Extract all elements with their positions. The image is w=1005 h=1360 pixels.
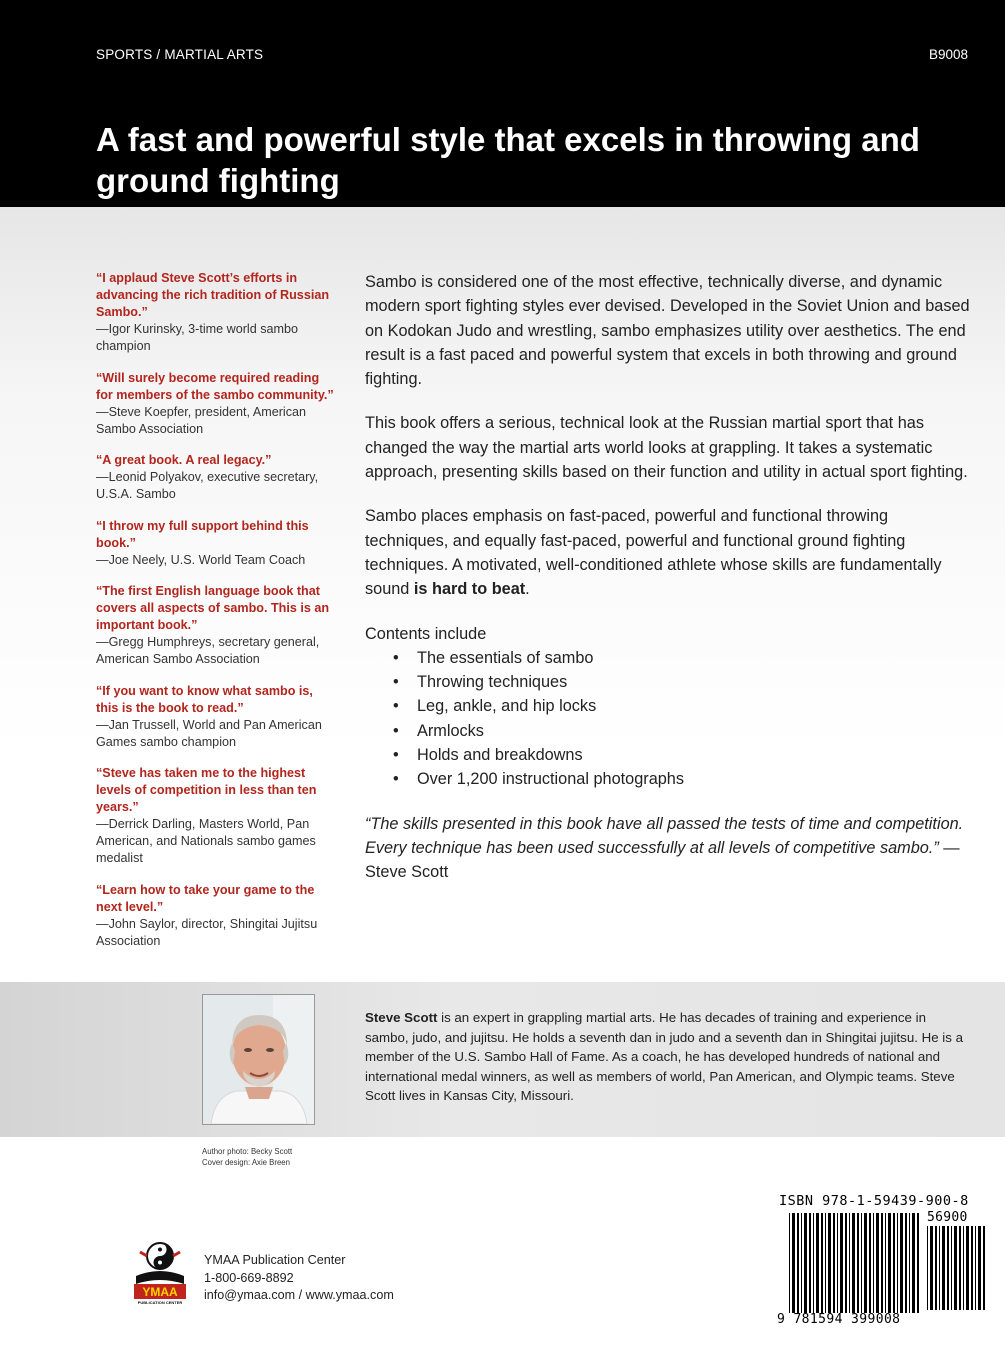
barcode-bar bbox=[917, 1213, 919, 1313]
publisher-phone: 1-800-669-8892 bbox=[204, 1270, 294, 1285]
product-code: B9008 bbox=[928, 47, 968, 62]
ymaa-logo-icon bbox=[130, 1240, 190, 1306]
barcode-bar bbox=[954, 1226, 957, 1310]
price-barcode bbox=[927, 1226, 985, 1310]
description-paragraph-3 bbox=[365, 504, 975, 601]
author-bio-text: is an expert in grappling martial arts. He has decades of training and experience in sambo, judo, and jujitsu. He holds a seventh dan in judo and a seventh dan in Shingitai jujitsu. He is a member of the U.S. Sambo Hall of Fame. As a coach, he has developed hundreds of national and international medal winners, as well as members of world, Pan American, and Olympic teams. Steve Scott lives in Kansas City, Missouri. bbox=[365, 1010, 964, 1103]
p3-emphasis: is hard to beat bbox=[413, 580, 526, 599]
endorsement-attribution: —Jan Trussell, World and Pan American Games sambo champion bbox=[96, 717, 322, 749]
barcode-bar bbox=[828, 1213, 831, 1313]
barcode-bar bbox=[821, 1213, 823, 1313]
endorsement bbox=[96, 583, 336, 668]
list-item: • Holds and breakdowns bbox=[393, 743, 975, 767]
barcode-bar bbox=[930, 1226, 933, 1310]
barcode-bar bbox=[857, 1213, 859, 1313]
barcode-bar bbox=[905, 1213, 907, 1313]
isbn-barcode bbox=[789, 1213, 921, 1313]
endorsement-attribution: —Igor Kurinsky, 3-time world sambo champion bbox=[96, 322, 299, 353]
publisher-info bbox=[204, 1252, 394, 1305]
barcode-bar bbox=[939, 1226, 940, 1310]
endorsement bbox=[96, 765, 336, 867]
barcode-bar bbox=[971, 1226, 973, 1310]
barcode-bar bbox=[809, 1213, 811, 1313]
p3-text: Sambo places emphasis on fast-paced, powerful and functional throwing techniques, and equally fast-paced, powerful and functional ground fighting techniques. A motivated, well-conditioned athlete whose skills are fundamentally sound bbox=[365, 507, 942, 599]
barcode-bar bbox=[963, 1226, 964, 1310]
endorsements-column bbox=[96, 270, 336, 964]
barcode-bar bbox=[845, 1213, 847, 1313]
endorsement bbox=[96, 882, 336, 950]
logo-wordmark: YMAA bbox=[142, 1285, 178, 1299]
contents-label: Contents include bbox=[365, 624, 487, 643]
header-band bbox=[0, 0, 1005, 207]
barcode-bar bbox=[852, 1213, 855, 1313]
endorsement-quote: “I applaud Steve Scott’s efforts in advancing the rich tradition of Russian Sambo.” bbox=[96, 271, 330, 319]
barcode-bar bbox=[881, 1213, 883, 1313]
barcode-bar bbox=[797, 1213, 799, 1313]
barcode-bar bbox=[873, 1213, 874, 1313]
description-paragraph-1: Sambo is considered one of the most effective, technically diverse, and dynamic modern sport fighting styles ever devised. Developed in the Soviet Union and based on Kodokan Judo and wrestling, sambo emphasizes utility over aesthetics. The end result is a fast paced and powerful system that excels in both throwing and ground fighting. bbox=[365, 273, 970, 389]
barcode-bar bbox=[816, 1213, 819, 1313]
endorsement-quote: “Steve has taken me to the highest levels of competition in less than ten years.” bbox=[96, 766, 317, 814]
description bbox=[365, 270, 975, 905]
endorsement-quote: “I throw my full support behind this book.” bbox=[96, 518, 309, 550]
list-item: • Throwing techniques bbox=[393, 670, 975, 694]
author-name: Steve Scott bbox=[365, 1010, 438, 1025]
barcode-bar bbox=[789, 1213, 790, 1313]
barcode-bar bbox=[825, 1213, 826, 1313]
author-bio bbox=[365, 1008, 965, 1106]
list-item: • Armlocks bbox=[393, 719, 975, 743]
closing-author: — Steve Scott bbox=[365, 838, 960, 882]
design-credit: Cover design: Axie Breen bbox=[202, 1158, 290, 1167]
category-label: SPORTS / MARTIAL ARTS bbox=[96, 47, 264, 62]
ean-number: 9 781594 399008 bbox=[777, 1312, 901, 1327]
closing-quote-block bbox=[365, 812, 975, 885]
endorsement-quote: “If you want to know what sambo is, this is the book to read.” bbox=[96, 683, 313, 715]
endorsement-quote: “Will surely become required reading for members of the sambo community.” bbox=[96, 370, 334, 402]
publisher-block bbox=[130, 1240, 430, 1310]
headline: A fast and powerful style that excels in throwing and ground fighting bbox=[96, 121, 920, 199]
photo-credit: Author photo: Becky Scott bbox=[202, 1147, 293, 1156]
endorsement-attribution: —Derrick Darling, Masters World, Pan American, and Nationals sambo games medalist bbox=[96, 817, 316, 865]
barcode-bar bbox=[935, 1226, 937, 1310]
barcode-bar bbox=[792, 1213, 795, 1313]
barcode-bar bbox=[885, 1213, 886, 1313]
barcode-bar bbox=[888, 1213, 891, 1313]
endorsement bbox=[96, 452, 336, 503]
barcode-bar bbox=[893, 1213, 895, 1313]
barcode-bar bbox=[983, 1226, 985, 1310]
barcode-block bbox=[775, 1193, 987, 1337]
publisher-contact: info@ymaa.com / www.ymaa.com bbox=[204, 1288, 394, 1302]
description-paragraph-2: This book offers a serious, technical look at the Russian martial sport that has changed the way the martial arts world looks at grappling. It takes a systematic approach, presenting skills based on their function and utility in actual sport fighting. bbox=[365, 414, 968, 482]
barcode-bar bbox=[876, 1213, 879, 1313]
barcode-bar bbox=[840, 1213, 843, 1313]
barcode-bar bbox=[837, 1213, 838, 1313]
endorsement bbox=[96, 370, 336, 438]
barcode-bar bbox=[951, 1226, 952, 1310]
list-item: • Leg, ankle, and hip locks bbox=[393, 694, 975, 718]
barcode-bar bbox=[909, 1213, 910, 1313]
barcode-bar bbox=[975, 1226, 976, 1310]
endorsement-attribution: —Steve Koepfer, president, American Sambo Association bbox=[96, 404, 307, 436]
endorsement bbox=[96, 518, 336, 569]
barcode-bar bbox=[927, 1226, 928, 1310]
endorsement bbox=[96, 270, 336, 355]
barcode-bar bbox=[861, 1213, 862, 1313]
endorsement bbox=[96, 683, 336, 751]
barcode-bar bbox=[869, 1213, 871, 1313]
author-photo bbox=[202, 994, 315, 1125]
barcode-bar bbox=[849, 1213, 850, 1313]
barcode-bar bbox=[978, 1226, 981, 1310]
barcode-bar bbox=[864, 1213, 867, 1313]
endorsement-attribution: —John Saylor, director, Shingitai Jujitsu Association bbox=[96, 916, 318, 948]
logo-subtitle: PUBLICATION CENTER bbox=[137, 1300, 183, 1305]
author-portrait-illustration bbox=[203, 995, 314, 1124]
barcode-bar bbox=[966, 1226, 969, 1310]
endorsement-quote: “A great book. A real legacy.” bbox=[96, 453, 272, 467]
barcode-bar bbox=[897, 1213, 898, 1313]
barcode-bar bbox=[942, 1226, 945, 1310]
price-code-text: 56900 bbox=[927, 1210, 968, 1225]
endorsement-attribution: —Joe Neely, U.S. World Team Coach bbox=[96, 552, 306, 567]
contents-list bbox=[365, 646, 975, 792]
barcode-bar bbox=[801, 1213, 802, 1313]
endorsement-attribution: —Leonid Polyakov, executive secretary, U.S.A. Sambo bbox=[96, 470, 319, 501]
credits bbox=[202, 1146, 292, 1168]
barcode-bar bbox=[947, 1226, 949, 1310]
closing-quote: “The skills presented in this book have all passed the tests of time and competition. Every technique has been used successfully at all levels of competitive sambo.” bbox=[365, 814, 964, 857]
publisher-name: YMAA Publication Center bbox=[204, 1253, 346, 1267]
p3-end: . bbox=[525, 580, 530, 599]
barcode-bar bbox=[833, 1213, 835, 1313]
barcode-bar bbox=[900, 1213, 903, 1313]
list-item: • Over 1,200 instructional photographs bbox=[393, 767, 975, 791]
list-item: • The essentials of sambo bbox=[393, 646, 975, 670]
endorsement-quote: “Learn how to take your game to the next level.” bbox=[96, 882, 315, 914]
barcode-bar bbox=[959, 1226, 961, 1310]
isbn-text: ISBN 978-1-59439-900-8 bbox=[779, 1193, 969, 1209]
barcode-bar bbox=[804, 1213, 807, 1313]
endorsement-quote: “The first English language book that covers all aspects of sambo. This is an important book.” bbox=[96, 584, 330, 632]
endorsement-attribution: —Gregg Humphreys, secretary general, American Sambo Association bbox=[96, 635, 320, 666]
barcode-bar bbox=[912, 1213, 915, 1313]
barcode-bar bbox=[813, 1213, 814, 1313]
